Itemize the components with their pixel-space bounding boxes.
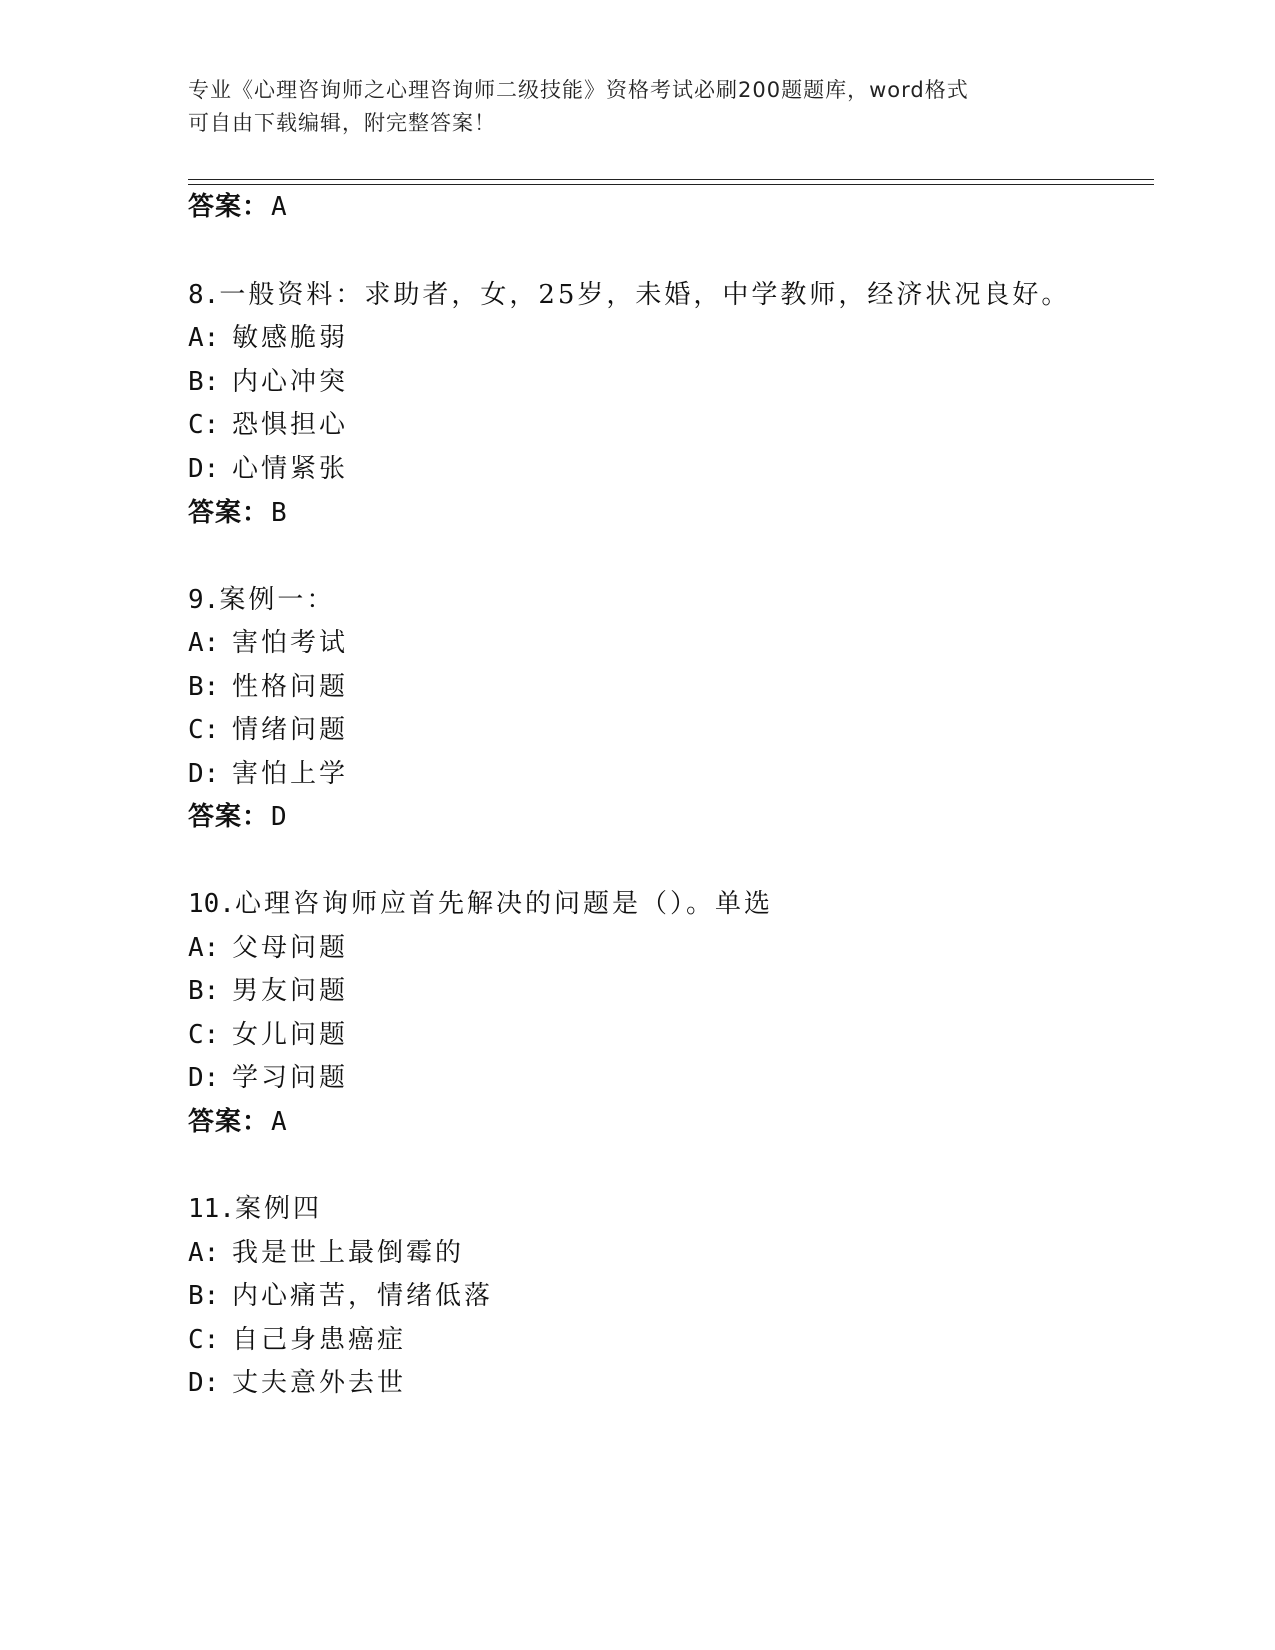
question-10-option-d (188, 1061, 348, 1095)
option-letter: C: (188, 1325, 220, 1355)
option-letter: A: (188, 323, 220, 353)
option-text: 丈夫意外去世 (232, 1368, 407, 1398)
option-text: 男友问题 (232, 976, 349, 1006)
question-9-answer (188, 800, 288, 834)
question-10-answer (188, 1105, 288, 1139)
option-text: 父母问题 (232, 933, 349, 963)
answer-label: 答案： (188, 802, 270, 832)
header-line-1: 专业《心理咨询师之心理咨询师二级技能》资格考试必刷200题题库，word格式 (188, 78, 969, 102)
question-text: 心理咨询师应首先解决的问题是（）。单选 (234, 889, 773, 919)
option-letter: B: (188, 367, 220, 397)
question-10-option-a (188, 931, 348, 965)
option-letter: C: (188, 715, 220, 745)
question-8-option-d (188, 452, 348, 486)
option-text: 我是世上最倒霉的 (232, 1238, 465, 1268)
option-text: 害怕考试 (232, 628, 349, 658)
question-8-stem (188, 278, 1070, 312)
question-9-option-a (188, 626, 348, 660)
option-letter: A: (188, 933, 220, 963)
answer-value: D (271, 802, 288, 832)
question-9-stem (188, 583, 335, 617)
question-11-option-c (188, 1323, 406, 1357)
option-text: 内心痛苦，情绪低落 (232, 1281, 494, 1311)
answer-value: A (271, 1107, 288, 1137)
question-8-answer (188, 496, 288, 530)
answer-label: 答案： (188, 498, 270, 528)
answer-label: 答案： (188, 1107, 270, 1137)
answer-value: B (271, 498, 288, 528)
question-text: 案例四 (234, 1194, 322, 1224)
option-text: 性格问题 (232, 672, 349, 702)
option-letter: B: (188, 672, 220, 702)
option-letter: D: (188, 454, 220, 484)
option-letter: A: (188, 1238, 220, 1268)
document-header (188, 74, 1088, 140)
question-text: 一般资料：求助者，女，25岁，未婚，中学教师，经济状况良好。 (219, 280, 1071, 310)
question-11-option-a (188, 1236, 464, 1270)
option-text: 敏感脆弱 (232, 323, 349, 353)
question-11-option-d (188, 1366, 406, 1400)
option-text: 情绪问题 (232, 715, 349, 745)
question-number: 11. (188, 1194, 235, 1224)
option-letter: D: (188, 759, 220, 789)
question-10-stem (188, 887, 773, 921)
question-10-option-c (188, 1018, 348, 1052)
option-letter: B: (188, 976, 220, 1006)
option-text: 恐惧担心 (232, 410, 349, 440)
option-text: 自己身患癌症 (232, 1325, 407, 1355)
header-divider-top (188, 179, 1154, 180)
option-letter: A: (188, 628, 220, 658)
question-11-stem (188, 1192, 322, 1226)
option-letter: D: (188, 1063, 220, 1093)
option-text: 女儿问题 (232, 1020, 349, 1050)
question-9-option-c (188, 713, 348, 747)
answer-value: A (271, 192, 288, 222)
option-text: 内心冲突 (232, 367, 349, 397)
option-text: 学习问题 (232, 1063, 349, 1093)
question-8-option-c (188, 408, 348, 442)
question-8-option-a (188, 321, 348, 355)
question-10-option-b (188, 974, 348, 1008)
option-letter: C: (188, 1020, 220, 1050)
question-9-option-d (188, 757, 348, 791)
answer-line (188, 190, 288, 224)
question-number: 8. (188, 280, 220, 310)
option-letter: D: (188, 1368, 220, 1398)
question-11-option-b (188, 1279, 493, 1313)
question-number: 10. (188, 889, 235, 919)
option-text: 害怕上学 (232, 759, 349, 789)
header-line-2: 可自由下载编辑，附完整答案！ (188, 111, 496, 135)
question-9-option-b (188, 670, 348, 704)
question-text: 案例一： (219, 585, 336, 615)
question-8-option-b (188, 365, 348, 399)
option-letter: B: (188, 1281, 220, 1311)
option-text: 心情紧张 (232, 454, 349, 484)
answer-label: 答案： (188, 192, 270, 222)
question-number: 9. (188, 585, 220, 615)
header-divider-bottom (188, 184, 1154, 185)
option-letter: C: (188, 410, 220, 440)
